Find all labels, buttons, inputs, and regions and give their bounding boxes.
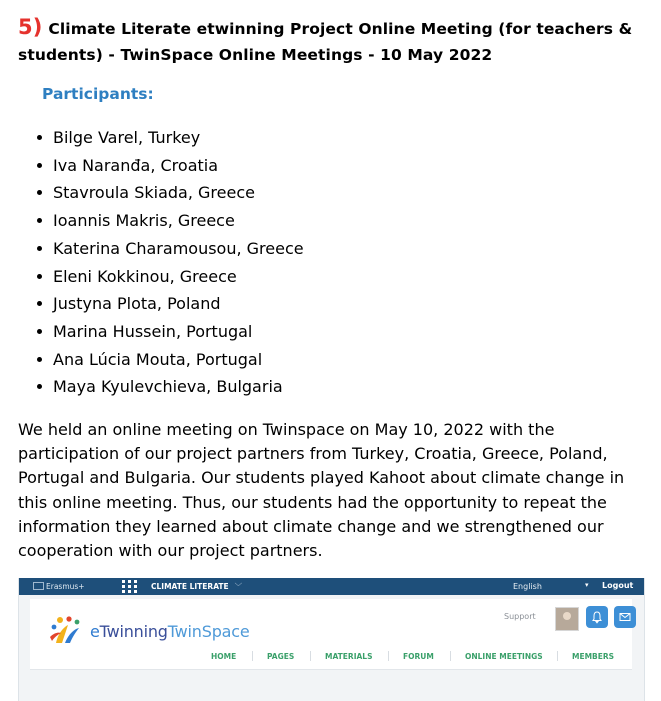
- participant-item: Eleni Kokkinou, Greece: [53, 263, 304, 291]
- apps-grid-icon[interactable]: [122, 580, 137, 593]
- nav-forum[interactable]: FORUM: [403, 652, 434, 661]
- participant-item: Ana Lúcia Mouta, Portugal: [53, 346, 304, 374]
- bell-icon: [590, 610, 604, 624]
- participant-item: Marina Hussein, Portugal: [53, 318, 304, 346]
- logout-link[interactable]: Logout: [602, 581, 634, 590]
- nav-members[interactable]: MEMBERS: [572, 652, 615, 661]
- notifications-button[interactable]: [586, 606, 608, 628]
- caret-down-icon: ▾: [585, 581, 589, 589]
- participant-item: Bilge Varel, Turkey: [53, 124, 304, 152]
- project-name: CLIMATE LITERATE: [151, 582, 229, 591]
- language-selector[interactable]: English: [513, 582, 542, 591]
- brand-e: e: [90, 622, 100, 641]
- nav-materials[interactable]: MATERIALS: [325, 652, 373, 661]
- avatar[interactable]: [555, 607, 579, 631]
- nav-online-meetings[interactable]: ONLINE MEETINGS: [465, 652, 543, 661]
- project-selector[interactable]: [151, 581, 242, 592]
- brand-twinspace: TwinSpace: [167, 622, 250, 641]
- participant-item: Ioannis Makris, Greece: [53, 207, 304, 235]
- participant-item: Stavroula Skiada, Greece: [53, 179, 304, 207]
- section-title: Climate Literate etwinning Project Online Meeting (for teachers & students) - TwinSpace Online Meetings - 10 May 2022: [18, 20, 633, 64]
- participants-list: [18, 124, 304, 401]
- chevron-down-icon: ﹀: [234, 582, 243, 591]
- etwinning-logo-icon: [48, 615, 86, 645]
- section-number: 5): [18, 15, 43, 39]
- twinspace-header-card: [30, 599, 632, 670]
- messages-button[interactable]: [614, 606, 636, 628]
- participants-label: Participants:: [42, 85, 154, 103]
- mail-icon: [618, 610, 632, 624]
- section-heading: [18, 14, 648, 68]
- meeting-description: We held an online meeting on Twinspace on May 10, 2022 with the participation of our project partners from Turkey, Croatia, Greece, Poland, Portugal and Bulgaria. Our students played Kahoot about climate change in this online meeting. Thus, our students had the opportunity to repeat the information they learned about climate change and we strengthened our cooperation with our project partners.: [18, 420, 625, 561]
- etwinning-brand[interactable]: [90, 622, 250, 641]
- brand-twinning: Twinning: [99, 622, 168, 641]
- participant-item: Iva Naranđa, Croatia: [53, 152, 304, 180]
- nav-pages[interactable]: PAGES: [267, 652, 295, 661]
- twinspace-screenshot: [18, 578, 645, 701]
- nav-home[interactable]: HOME: [211, 652, 237, 661]
- erasmus-flag-icon: [33, 582, 44, 590]
- participant-item: Justyna Plota, Poland: [53, 290, 304, 318]
- erasmus-text: Erasmus+: [46, 582, 85, 591]
- participant-item: Katerina Charamousou, Greece: [53, 235, 304, 263]
- participant-item: Maya Kyulevchieva, Bulgaria: [53, 373, 304, 401]
- twinspace-topbar: [19, 578, 644, 595]
- erasmus-label: [33, 582, 85, 591]
- support-link[interactable]: Support: [504, 612, 536, 621]
